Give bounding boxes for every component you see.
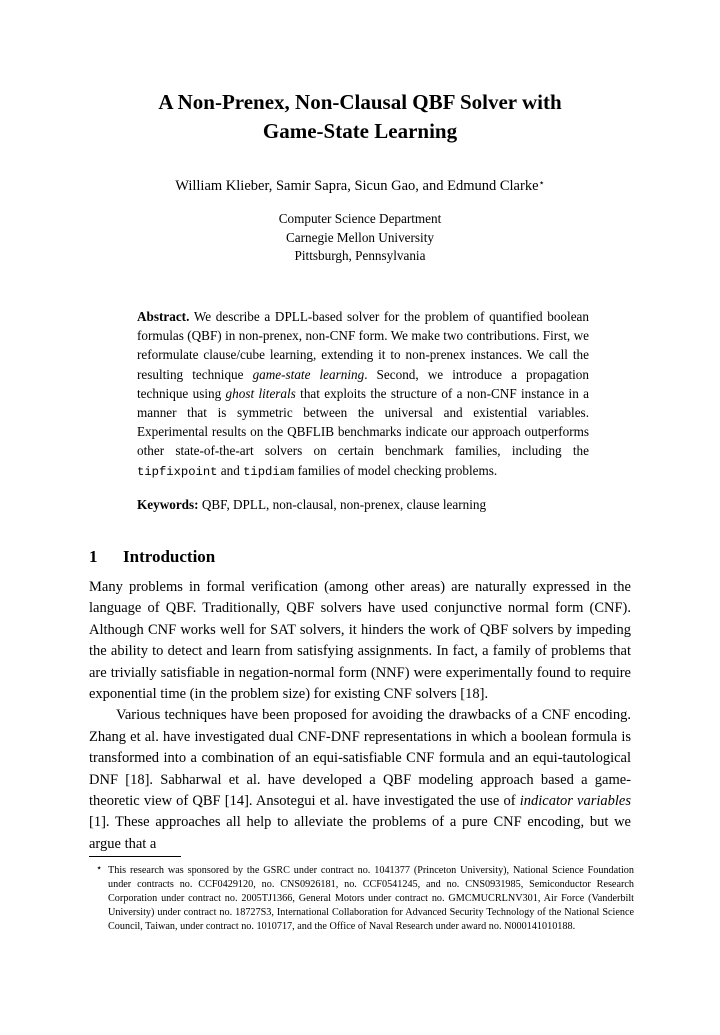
body-text [89,577,631,855]
keywords-label: Keywords: [137,497,199,512]
keywords-text: QBF, DPLL, non-clausal, non-prenex, clause learning [201,497,487,512]
paragraph-1: Many problems in formal verification (among other areas) are naturally expressed in the language of QBF. Traditionally, QBF solvers have used conjunctive normal form (CNF). Although CNF works well for SAT solvers, it hinders the work of QBF solvers by impeding the ability to detect and learn from satisfying assignments. In fact, a family of problems that are trivially satisfiable in negation-normal form (NNF) were experimentally found to require exponential time (in the problem size) for existing CNF solvers [18]. [89,579,631,703]
affiliation [160,210,560,266]
title-line-2: Game-State Learning [262,119,458,143]
paragraph-2-text-a: Various techniques have been proposed for avoiding the drawbacks of a CNF encoding. Zhang et al. have investigated dual CNF-DNF representations in which a boolean formula is transformed into a combination of an equi-satisfiable CNF formula and an equi-tautological DNF [18]. Sabharwal et al. have developed a QBF modeling approach based a game-theoretic view of QBF [14]. Ansotegui et al. have investigated the use of [89,707,631,810]
abstract-text-3: that exploits the structure of a non-CNF instance in a manner that is symmetric between the universal and existential variables. Experimental results on the QBFLIB benchmarks indicate our approach outperforms other state-of-the-art solvers on certain benchmark families, including the [137,385,590,459]
affiliation-university: Carnegie Mellon University [286,229,434,245]
paragraph-2 [89,705,631,855]
section-heading [89,545,215,569]
paper-title [80,88,640,146]
affiliation-department: Computer Science Department [278,211,442,226]
abstract-emphasis-game-state-learning: game-state learning [252,366,365,382]
keywords [137,495,597,514]
abstract-emphasis-ghost-literals: ghost literals [225,385,296,401]
author-list [60,176,660,196]
footnote-mark: ⋆ [96,863,103,874]
abstract-code-tipdiam: tipdiam [243,464,295,479]
section-number: 1 [89,547,98,566]
title-line-1: A Non-Prenex, Non-Clausal QBF Solver with [158,90,562,114]
footnote-text: This research was sponsored by the GSRC under contract no. 1041377 (Princeton University), National Science Foundation under contracts no. CCF0429120, no. CNS0926181, no. CCF0541245, and no. CNS0931985, Semiconductor Research Corporation under contract no. 2005TJ1366, General Motors under contract no. GMCMUCRLNV301, Air Force (Vanderbilt University) under contract no. 18727S3, International Collaboration for Advanced Security Technology of the National Science Council, Taiwan, under contract no. 1010717, and the Office of Naval Research under award no. N000141010188. [108,865,634,933]
footnote-marker: ⋆ [538,178,545,189]
abstract-text-4: and [217,462,244,478]
affiliation-location: Pittsburgh, Pennsylvania [294,248,426,263]
abstract-label: Abstract. [137,309,190,324]
footnote [96,864,634,934]
footnote-divider [89,856,181,857]
abstract [137,307,589,482]
abstract-text-5: families of model checking problems. [294,462,498,478]
author-names: William Klieber, Samir Sapra, Sicun Gao, and Edmund Clarke [175,178,539,194]
abstract-text-1: We describe a DPLL-based solver for the problem of quantified boolean formulas (QBF) in non-prenex, non-CNF form. We make two contributions. First, we reformulate clause/cube learning, extending it to non-prenex instances. We call the resulting technique [137,309,589,382]
abstract-text-2: . Second, we introduce a propagation technique using [137,366,589,401]
section-title: Introduction [123,547,216,566]
paragraph-2-text-b: [1]. These approaches all help to alleviate the problems of a pure CNF encoding, but we argue that a [89,814,631,852]
abstract-code-tipfixpoint: tipfixpoint [137,464,218,479]
paragraph-2-emphasis: indicator variables [519,793,631,810]
